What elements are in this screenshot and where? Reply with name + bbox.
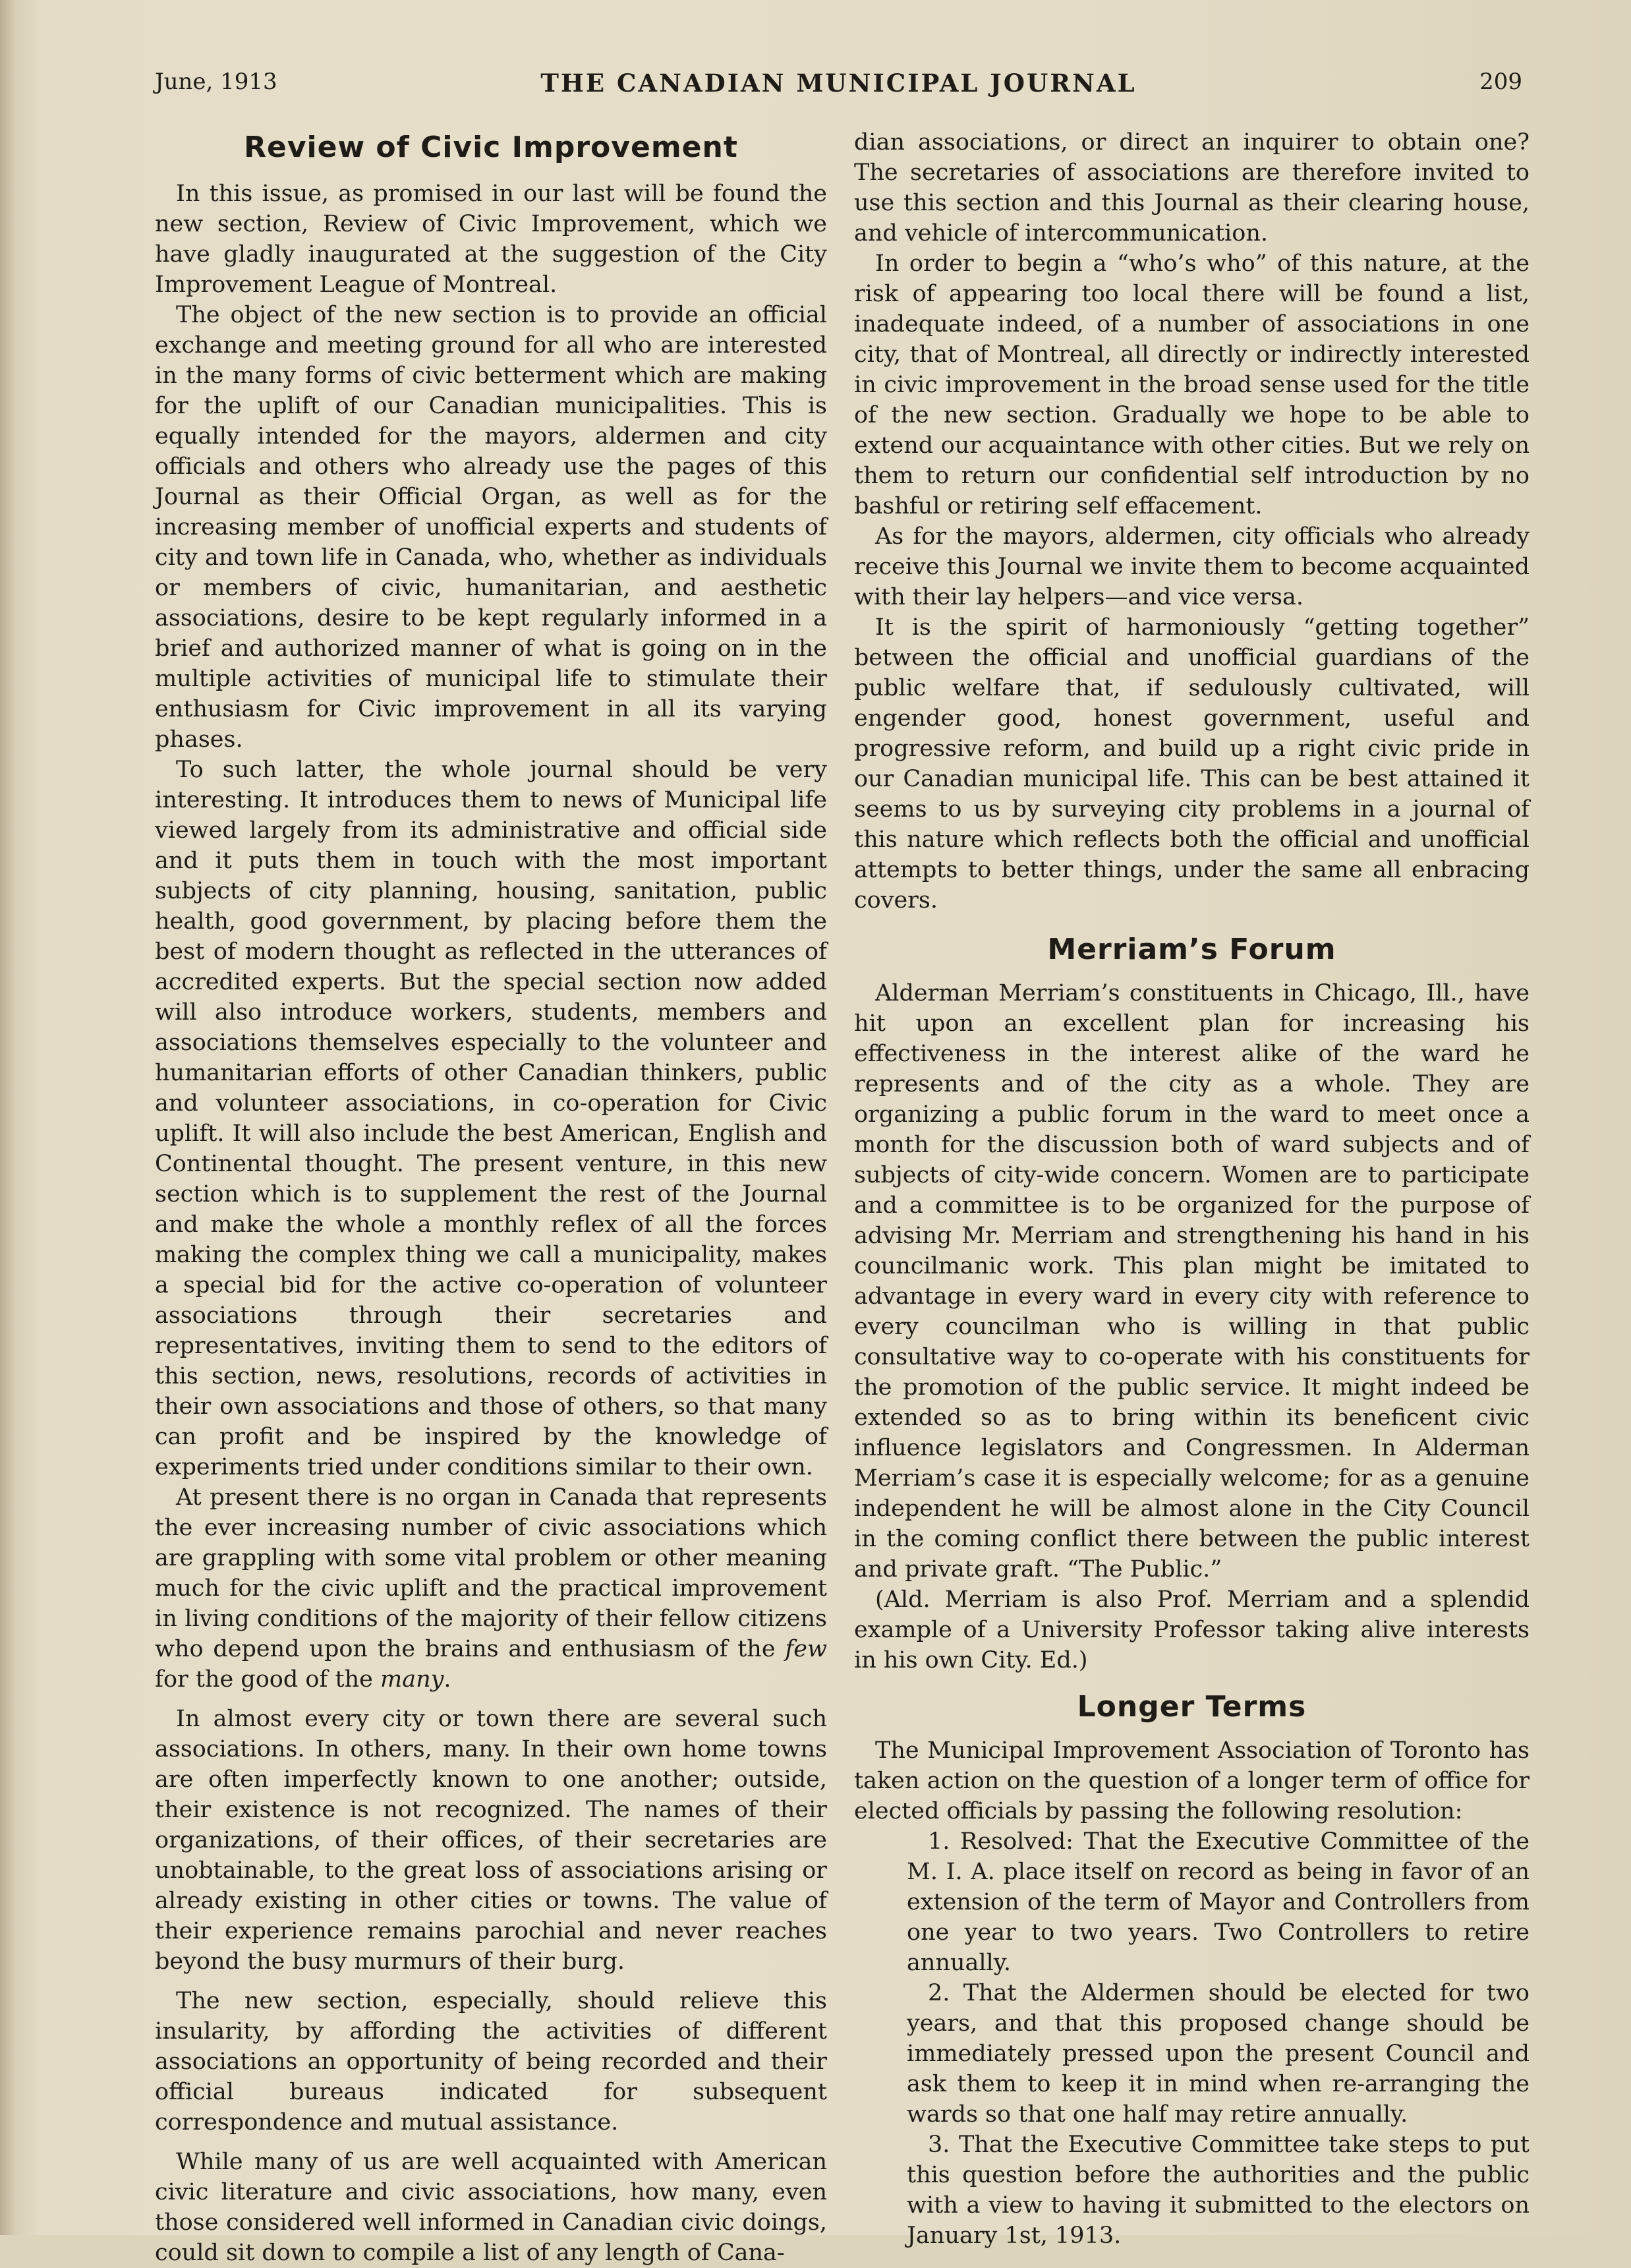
- paragraph: While many of us are well acquainted with American civic literature and civic associations, how many, even those considered well informed in Canadian civic doings, could sit down to compile a list of any length of Cana-: [155, 2149, 827, 2266]
- paragraph: The new section, especially, should relieve this insularity, by affording the activities of different associations an opportunity of being recorded and their official bureaus indicated for subsequent correspondence and mutual assistance.: [155, 1988, 827, 2136]
- paragraph: In almost every city or town there are several such associations. In others, many. In their own home towns are often imperfectly known to one another; outside, their existence is not recognized. The names of their organizations, of their offices, of their secretaries are unobtainable, to the great loss of associations arising or already existing in other cities or towns. The value of their experience remains parochial and never reaches beyond the busy murmurs of their burg.: [155, 1706, 827, 1975]
- journal-title: THE CANADIAN MUNICIPAL JOURNAL: [540, 69, 1137, 98]
- left-column: [155, 125, 827, 2268]
- paragraph-continued: dian associations, or direct an inquirer to obtain one? The secretaries of associations are therefore invited to use this section and this Journal as their clearing house, and vehicle of intercommunication.: [854, 129, 1530, 247]
- paragraph-text: At present there is no organ in Canada that represents the ever increasing number of civic associations which are grappling with some vital problem or other meaning much for the civic uplift and the practical improvement in living conditions of the majority of their fellow citizens who depend upon the brains and enthusiasm of the: [155, 1484, 827, 1662]
- paragraph: The Municipal Improvement Association of Toronto has taken action on the question of a longer term of office for elected officials by passing the following resolution:: [854, 1737, 1530, 1824]
- resolution-item: 1. Resolved: That the Executive Committee of the M. I. A. place itself on record as being in favor of an extension of the term of Mayor and Controllers from one year to two years. Two Controllers to retire annually.: [907, 1828, 1530, 1976]
- article-title-longer-terms: Longer Terms: [1077, 1690, 1307, 1724]
- page-number: 209: [1479, 69, 1522, 95]
- resolution-item: 2. That the Aldermen should be elected for two years, and that this proposed change should be immediately pressed upon the present Council and ask them to keep it in mind when re-arranging the wards so that one half may retire annually.: [907, 1980, 1530, 2128]
- paragraph: In order to begin a “who’s who” of this nature, at the risk of appearing too local there will be found a list, inadequate indeed, of a number of associations in one city, that of Montreal, all directly or indirectly interested in civic improvement in the broad sense used for the title of the new section. Gradually we hope to be able to extend our acquaintance with other cities. But we rely on them to return our confidential self introduction by no bashful or retiring self effacement.: [854, 250, 1530, 519]
- right-column: [854, 127, 1530, 2251]
- article-title-merriam: Merriam’s Forum: [1047, 933, 1336, 966]
- emphasis-few: few: [785, 1636, 827, 1662]
- paragraph: The object of the new section is to provide an official exchange and meeting ground for all who are interested in the many forms of civic betterment which are making for the uplift of our Canadian municipalities. This is equally intended for the mayors, aldermen and city officials and others who already use the pages of this Journal as their Official Organ, as well as for the increasing member of unofficial experts and students of city and town life in Canada, who, whether as individuals or members of civic, humanitarian, and aesthetic associations, desire to be kept regularly informed in a brief and authorized manner of what is going on in the multiple activities of municipal life to stimulate their enthusiasm for Civic improvement in all its varying phases.: [155, 302, 827, 753]
- paragraph: It is the spirit of harmoniously “getting together” between the official and unofficial guardians of the public welfare that, if sedulously cultivated, will engender good, honest government, useful and progressive reform, and build up a right civic pride in our Canadian municipal life. This can be best attained it seems to us by surveying city problems in a journal of this nature which reflects both the official and unofficial attempts to better things, under the same all enbracing covers.: [854, 614, 1530, 914]
- emphasis-many: many: [380, 1666, 444, 1693]
- resolution-item: 3. That the Executive Committee take steps to put this question before the authorities and the public with a view to having it submitted to the electors on January 1st, 1913.: [907, 2132, 1530, 2249]
- paragraph: (Ald. Merriam is also Prof. Merriam and a splendid example of a University Professor taking alive interests in his own City. Ed.): [854, 1586, 1530, 1673]
- paragraph: Alderman Merriam’s constituents in Chicago, Ill., have hit upon an excellent plan for increasing his effectiveness in the interest alike of the ward he represents and of the city as a whole. They are organizing a public forum in the ward to meet once a month for the discussion both of ward subjects and of subjects of city-wide concern. Women are to participate and a committee is to be organized for the purpose of advising Mr. Merriam and strengthening his hand in his councilmanic work. This plan might be imitated to advantage in every ward in every city with reference to every councilman who is willing in that public consultative way to co-operate with his constituents for the promotion of the public service. It might indeed be extended so as to bring within its beneficent civic influence legislators and Congressmen. In Alderman Merriam’s case it is especially welcome; for as a genuine independent he will be almost alone in the City Council in the coming conflict there between the public interest and private graft. “The Public.”: [854, 980, 1530, 1583]
- paragraph: In this issue, as promised in our last will be found the new section, Review of Civic Improvement, which we have gladly inaugurated at the suggestion of the City Improvement League of Montreal.: [155, 181, 827, 298]
- paragraph: [155, 1482, 827, 1695]
- paragraph: As for the mayors, aldermen, city officials who already receive this Journal we invite them to become acquainted with their lay helpers—and vice versa.: [854, 523, 1530, 610]
- running-header: [155, 69, 1522, 108]
- paragraph: To such latter, the whole journal should be very interesting. It introduces them to news of Municipal life viewed largely from its administrative and official side and it puts them in touch with the most important subjects of city planning, housing, sanitation, public health, good government, by placing before them the best of modern thought as reflected in the utterances of accredited experts. But the special section now added will also introduce workers, students, members and associations themselves especially to the volunteer and humanitarian efforts of other Canadian thinkers, public and volunteer associations, in co-operation for Civic uplift. It will also include the best American, English and Continental thought. The present venture, in this new section which is to supplement the rest of the Journal and make the whole a monthly reflex of all the forces making the complex thing we call a municipality, makes a special bid for the active co-operation of volunteer associations through their secretaries and representatives, inviting them to send to the editors of this section, news, resolutions, records of activities in their own associations and those of others, so that many can profit and be inspired by the knowledge of experiments tried under conditions similar to their own.: [155, 757, 827, 1480]
- paragraph-end: .: [444, 1666, 451, 1693]
- issue-date: June, 1913: [155, 69, 277, 95]
- paragraph-text: for the good of the: [155, 1666, 373, 1693]
- article-title-review: Review of Civic Improvement: [244, 131, 738, 164]
